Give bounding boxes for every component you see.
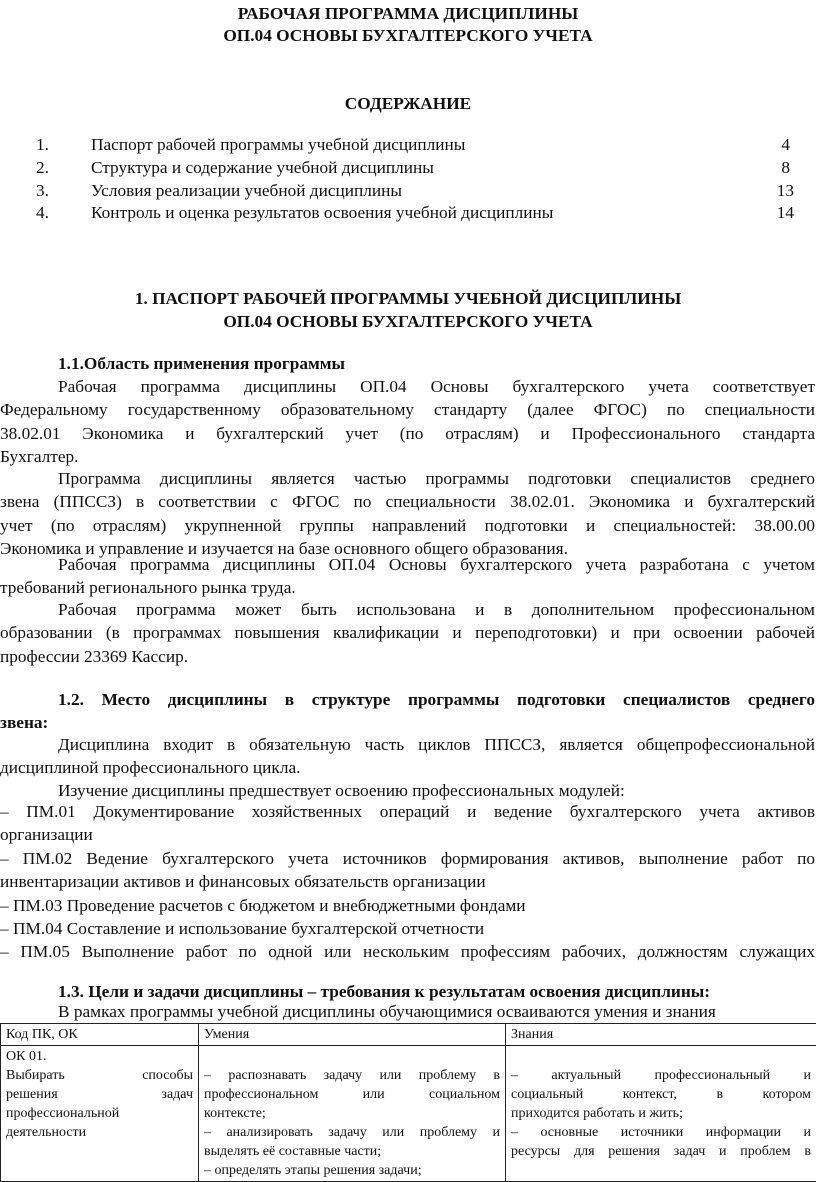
table-header-cell: Знания — [506, 1024, 816, 1046]
paragraph-line: Программа дисциплины является частью программы подготовки специалистов среднего — [0, 467, 815, 490]
list-item: – ПМ.04 Составление и использование бухгалтерской отчетности — [0, 917, 815, 940]
cell-line: – распознавать задачу или проблему в — [204, 1066, 500, 1085]
paragraph — [0, 779, 815, 802]
doc-title-line2: ОП.04 ОСНОВЫ БУХГАЛТЕРСКОГО УЧЕТА — [0, 24, 816, 47]
cell-line: – определять этапы решения задачи; — [204, 1161, 500, 1180]
paragraph — [0, 733, 815, 780]
doc-title-line1: РАБОЧАЯ ПРОГРАММА ДИСЦИПЛИНЫ — [0, 2, 816, 25]
skills-cell — [199, 1046, 506, 1182]
cell-line: деятельности — [6, 1123, 193, 1142]
paragraph-line: 38.02.01 Экономика и бухгалтерский учет (по отраслям) и Профессионального стандарта — [0, 422, 815, 445]
toc-item-page: 14 — [777, 201, 794, 224]
paragraph-line: учет (по отраслям) укрупненной группы направлений подготовки и специальностей: 38.00.00 — [0, 514, 815, 537]
toc-item-page: 4 — [781, 133, 790, 156]
cell-line: ресурсы для решения задач и проблем в — [511, 1142, 811, 1161]
paragraph — [0, 553, 815, 600]
cell-line: профессиональной — [6, 1104, 193, 1123]
toc-item-number: 4. — [36, 201, 49, 224]
paragraph-line: Дисциплина входит в обязательную часть циклов ППССЗ, является общепрофессиональной — [0, 733, 815, 756]
paragraph — [0, 375, 815, 469]
paragraph-line: Бухгалтер. — [0, 445, 815, 468]
table-header-row — [1, 1024, 816, 1046]
toc-item-number: 3. — [36, 179, 49, 202]
knowledge-cell — [506, 1046, 816, 1182]
paragraph-line: Рабочая программа дисциплины ОП.04 Основы бухгалтерского учета разработана с учетом — [0, 553, 815, 576]
cell-line: профессиональном или социальном — [204, 1085, 500, 1104]
module-list — [0, 800, 815, 964]
table-row — [1, 1046, 816, 1182]
paragraph-line: Рабочая программа может быть использована и в дополнительном профессиональном — [0, 598, 815, 621]
toc-item-title: Условия реализации учебной дисциплины — [91, 179, 402, 202]
cell-line: приходится работать и жить; — [511, 1104, 811, 1123]
paragraph-line: требований регионального рынка труда. — [0, 576, 815, 599]
toc-item-title: Контроль и оценка результатов освоения учебной дисциплины — [91, 201, 553, 224]
cell-line: – анализировать задачу или проблему и — [204, 1123, 500, 1142]
paragraph-line: образовании (в программах повышения квалификации и переподготовки) и при освоении рабочей — [0, 621, 815, 644]
paragraph-line: Экономика и управление и изучается на базе основного общего образования. — [0, 537, 815, 560]
table-header-cell: Умения — [199, 1024, 506, 1046]
code-cell — [1, 1046, 199, 1182]
list-item-continuation: инвентаризации активов и финансовых обязательств организации — [0, 870, 815, 893]
list-item-continuation: организации — [0, 823, 815, 846]
cell-line: ОК 01. — [6, 1047, 193, 1066]
list-item: – ПМ.05 Выполнение работ по одной или нескольким профессиям рабочих, должностям служащих — [0, 940, 815, 963]
list-item: – ПМ.03 Проведение расчетов с бюджетом и внебюджетными фондами — [0, 894, 815, 917]
section-heading-line2: ОП.04 ОСНОВЫ БУХГАЛТЕРСКОГО УЧЕТА — [0, 310, 816, 333]
cell-line: Выбирать способы — [6, 1066, 193, 1085]
cell-line: решения задач — [6, 1085, 193, 1104]
cell-line: контексте; — [204, 1104, 500, 1123]
cell-line: выделять её составные части; — [204, 1142, 500, 1161]
toc-item-number: 2. — [36, 156, 49, 179]
paragraph-line: Федеральному государственному образовательному стандарту (далее ФГОС) по специальности — [0, 398, 815, 421]
competencies-table — [0, 1023, 816, 1182]
toc-item-title: Паспорт рабочей программы учебной дисциплины — [91, 133, 465, 156]
subsection-1-3-heading: 1.3. Цели и задачи дисциплины – требования к результатам освоения дисциплины: — [58, 980, 710, 1003]
subsection-1-3-intro: В рамках программы учебной дисциплины обучающимися осваиваются умения и знания — [58, 1000, 716, 1023]
table-header-cell: Код ПК, ОК — [1, 1024, 199, 1046]
paragraph-line: звена (ППССЗ) в соответствии с ФГОС по специальности 38.02.01. Экономика и бухгалтерский — [0, 490, 815, 513]
toc-item-number: 1. — [36, 133, 49, 156]
subsection-1-2-heading — [0, 688, 815, 735]
cell-line: – актуальный профессиональный и — [511, 1066, 811, 1085]
subsection-1-1-heading: 1.1.Область применения программы — [58, 352, 345, 375]
paragraph-line: дисциплиной профессионального цикла. — [0, 756, 815, 779]
section-heading-line1: 1. ПАСПОРТ РАБОЧЕЙ ПРОГРАММЫ УЧЕБНОЙ ДИСЦИПЛИНЫ — [0, 287, 816, 310]
list-item: – ПМ.01 Документирование хозяйственных операций и ведение бухгалтерского учета активов — [0, 800, 815, 823]
contents-heading: СОДЕРЖАНИЕ — [0, 92, 816, 115]
cell-line: социальный контекст, в котором — [511, 1085, 811, 1104]
paragraph — [0, 467, 815, 561]
heading-line: 1.2. Место дисциплины в структуре программы подготовки специалистов среднего — [0, 688, 815, 711]
toc-item-page: 8 — [781, 156, 790, 179]
toc-item-page: 13 — [777, 179, 794, 202]
cell-line: – основные источники информации и — [511, 1123, 811, 1142]
paragraph-line: Изучение дисциплины предшествует освоению профессиональных модулей: — [0, 779, 815, 802]
heading-line: звена: — [0, 711, 815, 734]
paragraph-line: Рабочая программа дисциплины ОП.04 Основы бухгалтерского учета соответствует — [0, 375, 815, 398]
list-item: – ПМ.02 Ведение бухгалтерского учета источников формирования активов, выполнение работ по — [0, 847, 815, 870]
paragraph — [0, 598, 815, 668]
paragraph-line: профессии 23369 Кассир. — [0, 645, 815, 668]
toc-item-title: Структура и содержание учебной дисциплины — [91, 156, 434, 179]
